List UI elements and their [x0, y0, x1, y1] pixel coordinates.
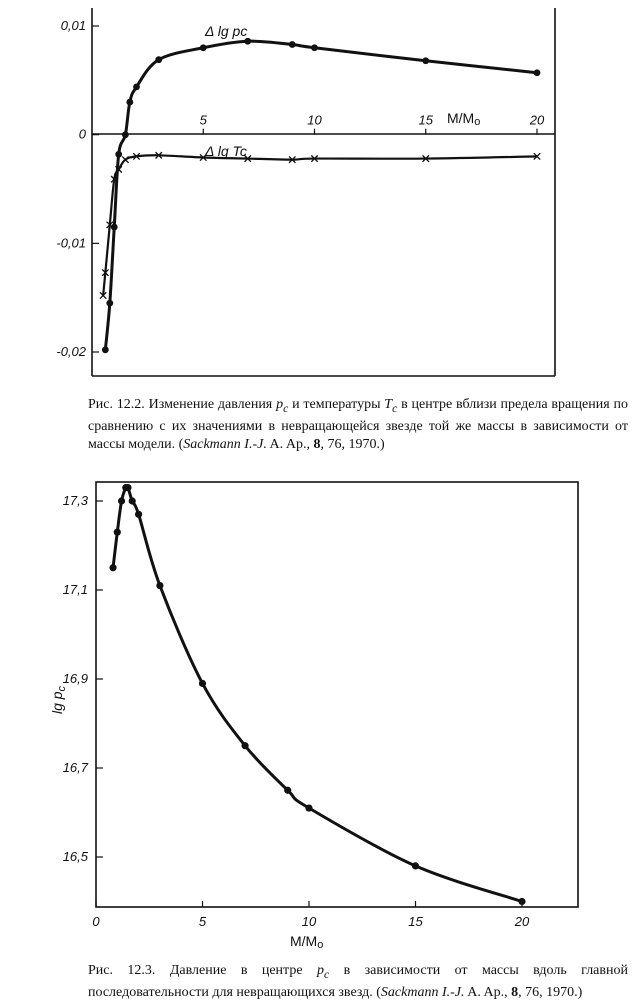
chart1-series-label-pressure: [204, 23, 247, 39]
chart1-series-temperature-name: Δ lg Tc: [205, 143, 247, 159]
chart2-pressure-point: [284, 787, 291, 794]
chart1-pressure-point: [126, 99, 133, 106]
chart1-series-label-temperature: [204, 143, 247, 159]
chart2-pressure-point: [135, 511, 142, 518]
caption-subscript: c: [283, 401, 289, 415]
caption-volume: 8: [511, 984, 519, 1000]
chart2-pressure-point: [242, 742, 249, 749]
caption-journal: A. Ap.,: [464, 984, 512, 1000]
caption-subscript: c: [392, 401, 398, 415]
chart1-y-tick-label: -0,02: [56, 344, 86, 359]
caption-text: , 76, 1970.): [320, 436, 385, 452]
caption-symbol: T: [384, 397, 393, 412]
caption-text: , 76, 1970.): [518, 984, 583, 1000]
chart2-pressure-point: [199, 680, 206, 687]
chart2-y-tick-label: 16,9: [62, 671, 88, 686]
chart1-pressure-point: [115, 151, 122, 158]
chart1-x-tick-label: 15: [418, 112, 433, 128]
chart1-y-tick-label: -0,01: [56, 235, 86, 251]
chart1-temperature-line: [103, 155, 537, 295]
chart2-y-tick-label: 17,3: [62, 493, 88, 508]
caption-author: Sackmann I.-J.: [183, 436, 267, 452]
chart1-pressure-point: [289, 41, 296, 48]
caption-volume: 8: [313, 436, 321, 452]
caption-journal: A. Ap.,: [266, 436, 314, 452]
chart1-x-tick-label: 20: [529, 112, 545, 128]
chart1-pressure-point: [106, 300, 113, 307]
chart1-pressure-point: [122, 131, 129, 138]
caption-subscript: c: [323, 967, 330, 981]
chart1-x-tick-label: 5: [199, 112, 207, 128]
chart1-pressure-line: [105, 41, 537, 350]
chart1-x-axis-label: M/Mo: [447, 110, 481, 128]
chart2-pressure-point: [305, 804, 312, 811]
chart2-pressure-line: [113, 486, 522, 902]
caption-text: и температуры: [288, 397, 385, 412]
chart1-pressure-point: [534, 69, 541, 76]
caption-author: Sackmann I.-J.: [380, 984, 465, 1000]
caption-symbol: p: [316, 963, 324, 978]
chart-delta-lg: [56, 8, 555, 376]
chart2-pressure-point: [518, 898, 525, 905]
chart1-y-tick-label: 0: [78, 126, 86, 142]
chart2-x-tick-label: 15: [408, 914, 423, 929]
chart1-pressure-point: [133, 83, 140, 90]
chart1-pressure-point: [422, 57, 429, 64]
chart1-pressure-point: [155, 56, 162, 63]
chart1-series-pressure-name: Δ lg pc: [205, 23, 248, 39]
chart-lg-pc: [49, 482, 578, 951]
chart2-y-tick-label: 16,7: [62, 760, 88, 775]
chart1-pressure-point: [102, 346, 109, 353]
chart2-x-axis-label: M/Mo: [290, 933, 324, 951]
chart2-x-tick-label: 20: [514, 914, 530, 929]
caption-text: Рис. 12.3. Давление в центре: [88, 963, 317, 978]
caption-text: Рис. 12.2. Изменение давления: [88, 397, 277, 412]
caption-symbol: p: [276, 397, 284, 412]
chart1-y-tick-label: 0,01: [60, 18, 86, 33]
caption-text: в центре вблизи предела вращения по сравнению с их значениями в невращающейся звезде той же массы в зависимости от массы модели. (: [88, 397, 628, 452]
chart2-x-tick-label: 5: [198, 914, 207, 929]
chart2-pressure-point: [109, 564, 116, 571]
chart2-y-tick-label: 16,5: [62, 849, 88, 864]
chart2-pressure-point: [156, 582, 163, 589]
chart2-x-tick-label: 0: [92, 914, 100, 929]
chart2-pressure-point: [114, 529, 121, 536]
chart2-pressure-point: [124, 484, 131, 491]
chart2-pressure-point: [412, 862, 419, 869]
figure-12-3-caption: [88, 962, 628, 1002]
caption-text: в зависимости от массы вдоль главной последовательности для невращающихся звезд. (: [88, 963, 628, 1000]
chart1-temperature-point: [122, 156, 128, 162]
chart1-pressure-point: [311, 44, 318, 51]
chart2-pressure-point: [118, 497, 125, 504]
chart2-x-tick-label: 10: [301, 914, 317, 929]
chart1-pressure-point: [200, 44, 207, 51]
chart1-x-tick-label: 10: [307, 112, 322, 128]
chart2-y-axis-label: $\lg p_c$: [49, 685, 68, 715]
chart2-pressure-point: [129, 497, 136, 504]
chart2-frame: [96, 482, 578, 907]
chart2-y-tick-label: 17,1: [62, 582, 88, 597]
figure-12-2-caption: [88, 396, 628, 454]
